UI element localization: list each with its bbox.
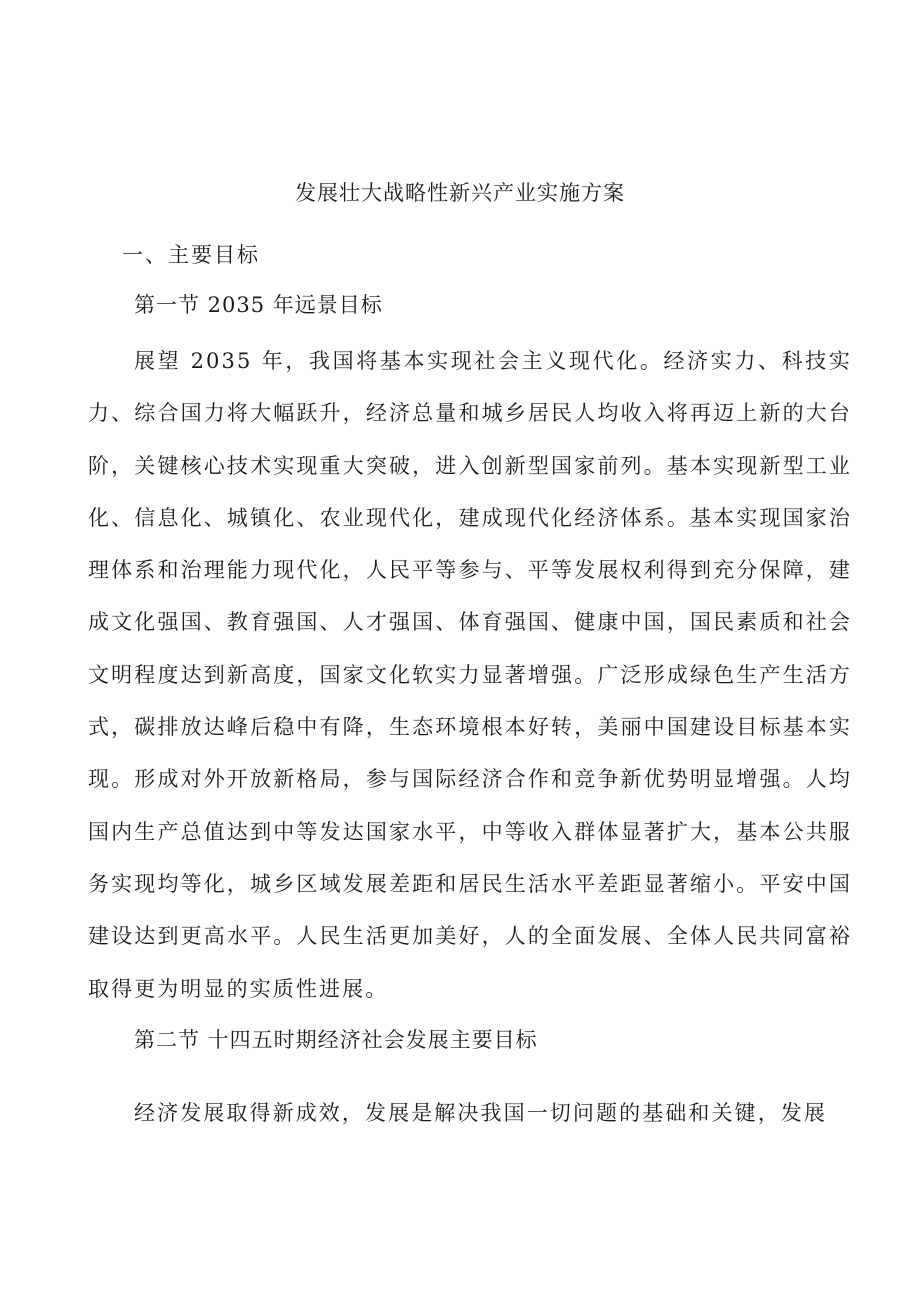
document-title: 发展壮大战略性新兴产业实施方案 (295, 181, 625, 205)
section-heading-2: 第二节 十四五时期经济社会发展主要目标 (134, 1028, 538, 1052)
section-heading-1: 第一节 2035 年远景目标 (134, 293, 383, 317)
section-1-paragraph: 展望 2035 年，我国将基本实现社会主义现代化。经济实力、科技实力、综合国力将大幅跃升，经济总量和城乡居民人均收入将再迈上新的大台阶，关键核心技术实现重大突破，进入创新型国家前列。基本实现新型工业化、信息化、城镇化、农业现代化，建成现代化经济体系。基本实现国家治理体系和治理能力现代化，人民平等参与、平等发展权利得到充分保障，建成文化强国、教育强国、人才强国、体育强国、健康中国，国民素质和社会文明程度达到新高度，国家文化软实力显著增强。广泛形成绿色生产生活方式，碳排放达峰后稳中有降，生态环境根本好转，美丽中国建设目标基本实现。形成对外开放新格局，参与国际经济合作和竞争新优势明显增强。人均国内生产总值达到中等发达国家水平，中等收入群体显著扩大，基本公共服务实现均等化，城乡区域发展差距和居民生活水平差距显著缩小。平安中国建设达到更高水平。人民生活更加美好，人的全面发展、全体人民共同富裕取得更为明显的实质性进展。 (88, 349, 852, 1001)
section-2-paragraph: 经济发展取得新成效，发展是解决我国一切问题的基础和关键，发展 (134, 1101, 827, 1125)
chapter-heading: 一、主要目标 (122, 243, 260, 267)
